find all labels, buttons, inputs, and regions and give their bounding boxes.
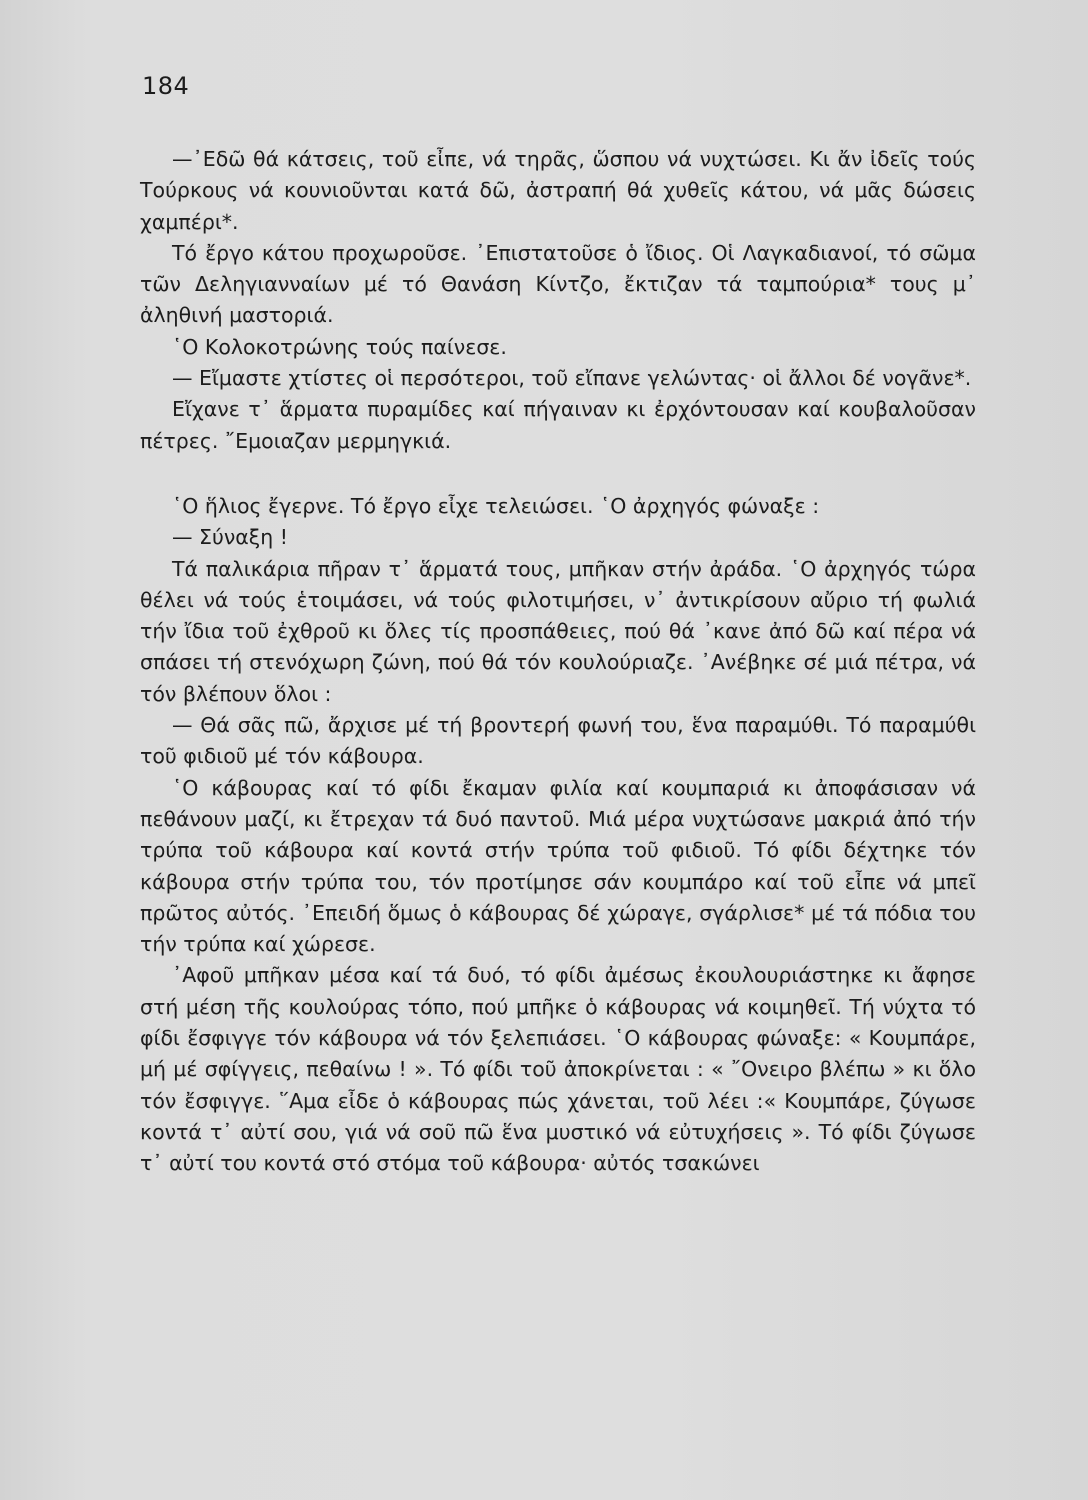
- paragraph-11: ᾿Αφοῦ μπῆκαν μέσα καί τά δυό, τό φίδι ἀμέσως ἐκουλουριάστηκε κι ἄφησε στή μέση τῆς κουλούρας τόπο, πού μπῆκε ὁ κάβουρας νά κοιμηθεῖ. Τή νύχτα τό φίδι ἔσφιγγε τόν κάβουρα νά τόν ξελεπιάσει. ῾Ο κάβουρας φώναξε: « Κουμπάρε, μή μέ σφίγγεις, πεθαίνω ! ». Τό φίδι τοῦ ἀποκρίνεται : « ῎Ονειρο βλέπω » κι ὅλο τόν ἔσφιγγε. ῞Αμα εἶδε ὁ κάβουρας πώς χάνεται, τοῦ λέει :« Κουμπάρε, ζύγωσε κοντά τ᾿ αὐτί σου, γιά νά σοῦ πῶ ἕνα μυστικό νά εὐτυχήσεις ». Τό φίδι ζύγωσε τ᾿ αὐτί του κοντά στό στόμα τοῦ κάβουρα· αὐτός τσακώνει: [140, 963, 976, 1176]
- paragraph-10: ῾Ο κάβουρας καί τό φίδι ἔκαμαν φιλία καί κουμπαριά κι ἀποφάσισαν νά πεθάνουν μαζί, κι ἔτρεχαν τά δυό παντοῦ. Μιά μέρα νυχτώσανε μακριά ἀπό τήν τρύπα τοῦ κάβουρα καί κοντά στήν τρύπα τοῦ φιδιοῦ. Τό φίδι δέχτηκε τόν κάβουρα στήν τρύπα του, τόν προτίμησε σάν κουμπάρο καί τοῦ εἶπε νά μπεῖ πρῶτος αὐτός. ᾿Επειδή ὅμως ὁ κάβουρας δέ χώραγε, σγάρλισε* μέ τά πόδια του τήν τρύπα καί χώρεσε.: [140, 775, 976, 957]
- paragraph-5: Εἴχανε τ᾿ ἅρματα πυραμίδες καί πήγαιναν κι ἐρχόντουσαν καί κουβαλοῦσαν πέτρες. ῎Εμοιαζαν μερμηγκιά.: [140, 397, 976, 453]
- body-text: [140, 144, 976, 1180]
- paragraph-9: — Θά σᾶς πῶ, ἄρχισε μέ τή βροντερή φωνή του, ἕνα παραμύθι. Τό παραμύθι τοῦ φιδιοῦ μέ τόν κάβουρα.: [140, 713, 976, 769]
- paragraph-1: —᾿Εδῶ θά κάτσεις, τοῦ εἶπε, νά τηρᾶς, ὥσπου νά νυχτώσει. Κι ἄν ἰδεῖς τούς Τούρκους νά κουνιοῦνται κατά δῶ, ἀστραπή θά χυθεῖς κάτου, νά μᾶς δώσεις χαμπέρι*.: [140, 147, 976, 234]
- paragraph-8: Τά παλικάρια πῆραν τ᾿ ἅρματά τους, μπῆκαν στήν ἀράδα. ῾Ο ἀρχηγός τώρα θέλει νά τούς ἑτοιμάσει, νά τούς φιλοτιμήσει, ν᾿ ἀντικρίσουν αὔριο τή φωλιά τήν ἴδια τοῦ ἐχθροῦ κι ὅλες τίς προσπάθειες, πού θά ᾿κανε ἀπό δῶ καί πέρα νά σπάσει τή στενόχωρη ζώνη, πού θά τόν κουλούριαζε. ᾿Ανέβηκε σέ μιά πέτρα, νά τόν βλέπουν ὅλοι :: [140, 556, 976, 706]
- paragraph-2: Τό ἔργο κάτου προχωροῦσε. ᾿Επιστατοῦσε ὁ ἴδιος. Οἱ Λαγκαδιανοί, τό σῶμα τῶν Δεληγιανναίων μέ τό Θανάση Κίντζο, ἔκτιζαν τά ταμπούρια* τους μ᾿ ἀληθινή μαστοριά.: [140, 240, 976, 328]
- paragraph-3: ῾Ο Κολοκοτρώνης τούς παίνεσε.: [172, 334, 507, 359]
- paragraph-4: — Εἴμαστε χτίστες οἱ περσότεροι, τοῦ εἴπανε γελώντας· οἱ ἄλλοι δέ νογᾶνε*.: [172, 366, 972, 391]
- paragraph-7: — Σύναξη !: [172, 525, 288, 550]
- page-number: 184: [142, 72, 190, 100]
- paragraph-6: ῾Ο ἥλιος ἔγερνε. Τό ἔργο εἶχε τελειώσει. ῾Ο ἀρχηγός φώναξε :: [172, 493, 820, 518]
